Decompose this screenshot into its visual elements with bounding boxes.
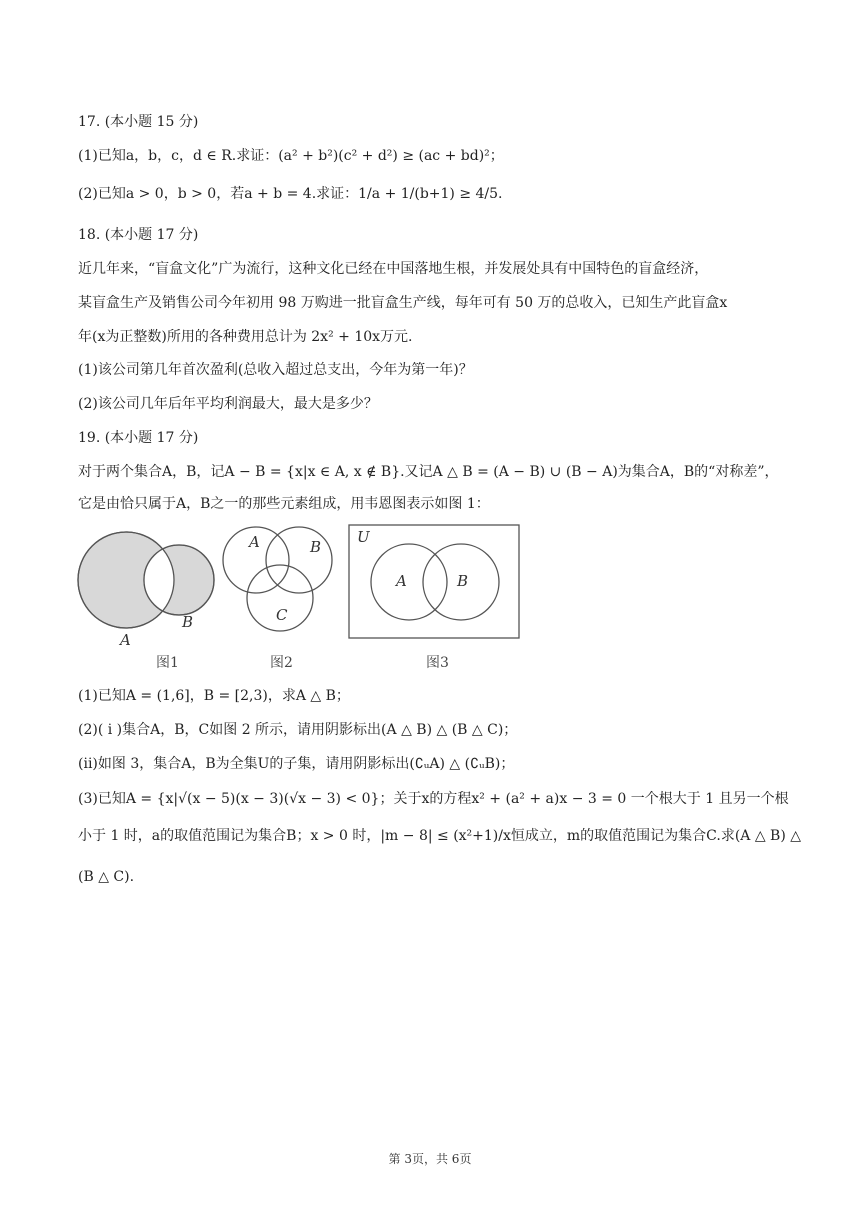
q18-part2: (2)该公司几年后年平均利润最大，最大是多少？ bbox=[78, 396, 378, 412]
fig2-letter-c: C bbox=[276, 606, 288, 624]
q18-intro-line3: 年(x为正整数)所用的各种费用总计为 2x² + 10x万元. bbox=[78, 329, 413, 345]
q19-part3-line3: (B △ C). bbox=[78, 869, 135, 885]
figure-3 bbox=[349, 525, 519, 671]
figure-1 bbox=[78, 532, 214, 671]
page-footer: 第 3页，共 6页 bbox=[388, 1152, 472, 1166]
fig3-letter-u: U bbox=[357, 528, 370, 546]
fig2-letter-a: A bbox=[249, 533, 260, 551]
fig3-label: 图3 bbox=[426, 655, 449, 671]
fig3-letter-a: A bbox=[396, 572, 407, 590]
q18-part1: (1)该公司第几年首次盈利(总收入超过总支出，今年为第一年)？ bbox=[78, 362, 473, 378]
fig3-letter-b: B bbox=[457, 572, 469, 590]
q19-intro-line1: 对于两个集合A，B，记A − B = {x|x ∈ A, x ∉ B}.又记A △ B = (A − B) ∪ (B − A)为集合A，B的“对称差”， bbox=[78, 464, 779, 480]
figure-2 bbox=[223, 527, 332, 671]
q18-intro-line2: 某盲盒生产及销售公司今年初用 98 万购进一批盲盒生产线，每年可有 50 万的总收入，已知生产此盲盒x bbox=[78, 295, 728, 311]
q17-heading: 17. (本小题 15 分) bbox=[78, 114, 199, 130]
q19-heading: 19. (本小题 17 分) bbox=[78, 430, 199, 446]
q19-part3-line2: 小于 1 时，a的取值范围记为集合B；x > 0 时，|m − 8| ≤ (x²+1)/x恒成立，m的取值范围记为集合C.求(A △ B) △ bbox=[78, 828, 802, 844]
q18-heading: 18. (本小题 17 分) bbox=[78, 227, 199, 243]
q19-part2-ii: (ii)如图 3，集合A，B为全集U的子集，请用阴影标出(∁ᵤA) △ (∁ᵤB)； bbox=[78, 756, 515, 772]
fig2-letter-b: B bbox=[310, 538, 322, 556]
fig1-label: 图1 bbox=[156, 655, 179, 671]
q19-intro-line2: 它是由恰只属于A，B之一的那些元素组成，用韦恩图表示如图 1： bbox=[78, 496, 490, 512]
fig3-universe bbox=[349, 525, 519, 638]
fig3-circle-a bbox=[371, 544, 447, 620]
fig1-letter-a: A bbox=[120, 631, 131, 649]
fig2-label: 图2 bbox=[270, 655, 293, 671]
fig1-letter-b: B bbox=[182, 613, 194, 631]
q17-part2: (2)已知a > 0，b > 0，若a + b = 4.求证：1/a + 1/(b+1) ≥ 4/5. bbox=[78, 186, 503, 202]
q19-part3-line1: (3)已知A = {x|√(x − 5)(x − 3)(√x − 3) < 0}；关于x的方程x² + (a² + a)x − 3 = 0 一个根大于 1 且另一个根 bbox=[78, 791, 789, 807]
fig2-circle-b bbox=[266, 527, 332, 593]
q19-part2-i: (2)( i )集合A，B，C如图 2 所示，请用阴影标出(A △ B) △ (B △ C)； bbox=[78, 722, 518, 738]
q18-intro-line1: 近几年来，“盲盒文化”广为流行，这种文化已经在中国落地生根，并发展处具有中国特色的盲盒经济， bbox=[78, 261, 709, 277]
q17-part1: (1)已知a，b，c，d ∈ R.求证：(a² + b²)(c² + d²) ≥ (ac + bd)²； bbox=[78, 148, 504, 164]
q19-part1: (1)已知A = (1,6]，B = [2,3)，求A △ B； bbox=[78, 688, 350, 704]
venn-figures bbox=[76, 520, 526, 675]
